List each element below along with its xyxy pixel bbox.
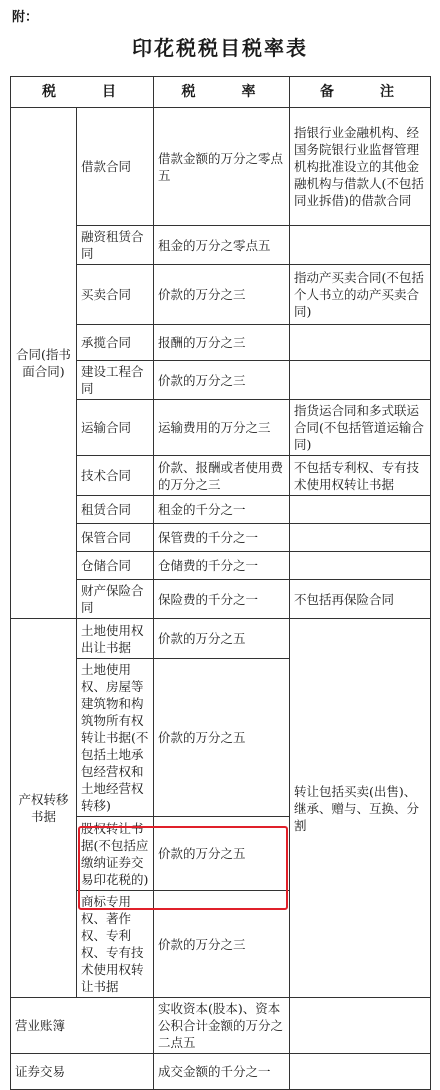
tax-item: 买卖合同 xyxy=(77,265,154,325)
tax-item: 融资租赁合同 xyxy=(77,226,154,265)
tax-item: 借款合同 xyxy=(77,108,154,226)
tax-item: 运输合同 xyxy=(77,400,154,456)
tax-note xyxy=(290,552,431,580)
tax-rate: 租金的万分之零点五 xyxy=(154,226,290,265)
header-item: 税 目 xyxy=(11,77,154,108)
tax-rate: 借款金额的万分之零点五 xyxy=(154,108,290,226)
category-contract: 合同(指书面合同) xyxy=(11,108,77,619)
tax-rate: 仓储费的千分之一 xyxy=(154,552,290,580)
tax-item: 建设工程合同 xyxy=(77,361,154,400)
tax-note xyxy=(290,361,431,400)
tax-item: 土地使用权出让书据 xyxy=(77,619,154,659)
tax-rate: 价款的万分之三 xyxy=(154,361,290,400)
tax-note: 指银行业金融机构、经国务院银行业监督管理机构批准设立的其他金融机构与借款人(不包括同业拆借)的借款合同 xyxy=(290,108,431,226)
tax-rate: 租金的千分之一 xyxy=(154,496,290,524)
tax-item: 承揽合同 xyxy=(77,325,154,361)
tax-rate: 价款的万分之五 xyxy=(154,619,290,659)
tax-rate: 价款的万分之三 xyxy=(154,891,290,998)
tax-note xyxy=(290,226,431,265)
tax-rate: 保管费的千分之一 xyxy=(154,524,290,552)
tax-item: 营业账簿 xyxy=(11,998,154,1054)
table-row xyxy=(11,619,431,659)
tax-rate: 报酬的万分之三 xyxy=(154,325,290,361)
tax-rate-table xyxy=(10,76,431,1090)
tax-item: 仓储合同 xyxy=(77,552,154,580)
tax-note xyxy=(290,524,431,552)
tax-item: 财产保险合同 xyxy=(77,580,154,619)
header-note: 备 注 xyxy=(290,77,431,108)
tax-note: 指动产买卖合同(不包括个人书立的动产买卖合同) xyxy=(290,265,431,325)
tax-rate: 保险费的千分之一 xyxy=(154,580,290,619)
tax-note xyxy=(290,325,431,361)
tax-item: 技术合同 xyxy=(77,456,154,496)
tax-note: 指货运合同和多式联运合同(不包括管道运输合同) xyxy=(290,400,431,456)
header-rate: 税 率 xyxy=(154,77,290,108)
tax-rate: 价款的万分之五 xyxy=(154,659,290,817)
tax-rate: 实收资本(股本)、资本公积合计金额的万分之二点五 xyxy=(154,998,290,1054)
header-row xyxy=(11,77,431,108)
attachment-label: 附： xyxy=(12,10,39,25)
page-title: 印花税税目税率表 xyxy=(132,36,308,60)
tax-item: 商标专用权、著作权、专利权、专有技术使用权转让书据 xyxy=(77,891,154,998)
tax-rate: 价款的万分之五 xyxy=(154,817,290,891)
table-row xyxy=(11,108,431,226)
table-row xyxy=(11,1054,431,1090)
tax-item: 证券交易 xyxy=(11,1054,154,1090)
tax-note: 不包括专利权、专有技术使用权转让书据 xyxy=(290,456,431,496)
table-row xyxy=(11,998,431,1054)
tax-item: 租赁合同 xyxy=(77,496,154,524)
tax-rate: 价款、报酬或者使用费的万分之三 xyxy=(154,456,290,496)
tax-note: 不包括再保险合同 xyxy=(290,580,431,619)
tax-item: 股权转让书据(不包括应缴纳证券交易印花税的) xyxy=(77,817,154,891)
category-property-transfer: 产权转移书据 xyxy=(11,619,77,998)
tax-rate: 价款的万分之三 xyxy=(154,265,290,325)
tax-note xyxy=(290,998,431,1054)
tax-rate: 成交金额的千分之一 xyxy=(154,1054,290,1090)
tax-rate: 运输费用的万分之三 xyxy=(154,400,290,456)
tax-item: 保管合同 xyxy=(77,524,154,552)
tax-note xyxy=(290,1054,431,1090)
tax-item: 土地使用权、房屋等建筑物和构筑物所有权转让书据(不包括土地承包经营权和土地经营权转移) xyxy=(77,659,154,817)
tax-note xyxy=(290,496,431,524)
shared-note: 转让包括买卖(出售)、继承、赠与、互换、分割 xyxy=(290,619,431,998)
